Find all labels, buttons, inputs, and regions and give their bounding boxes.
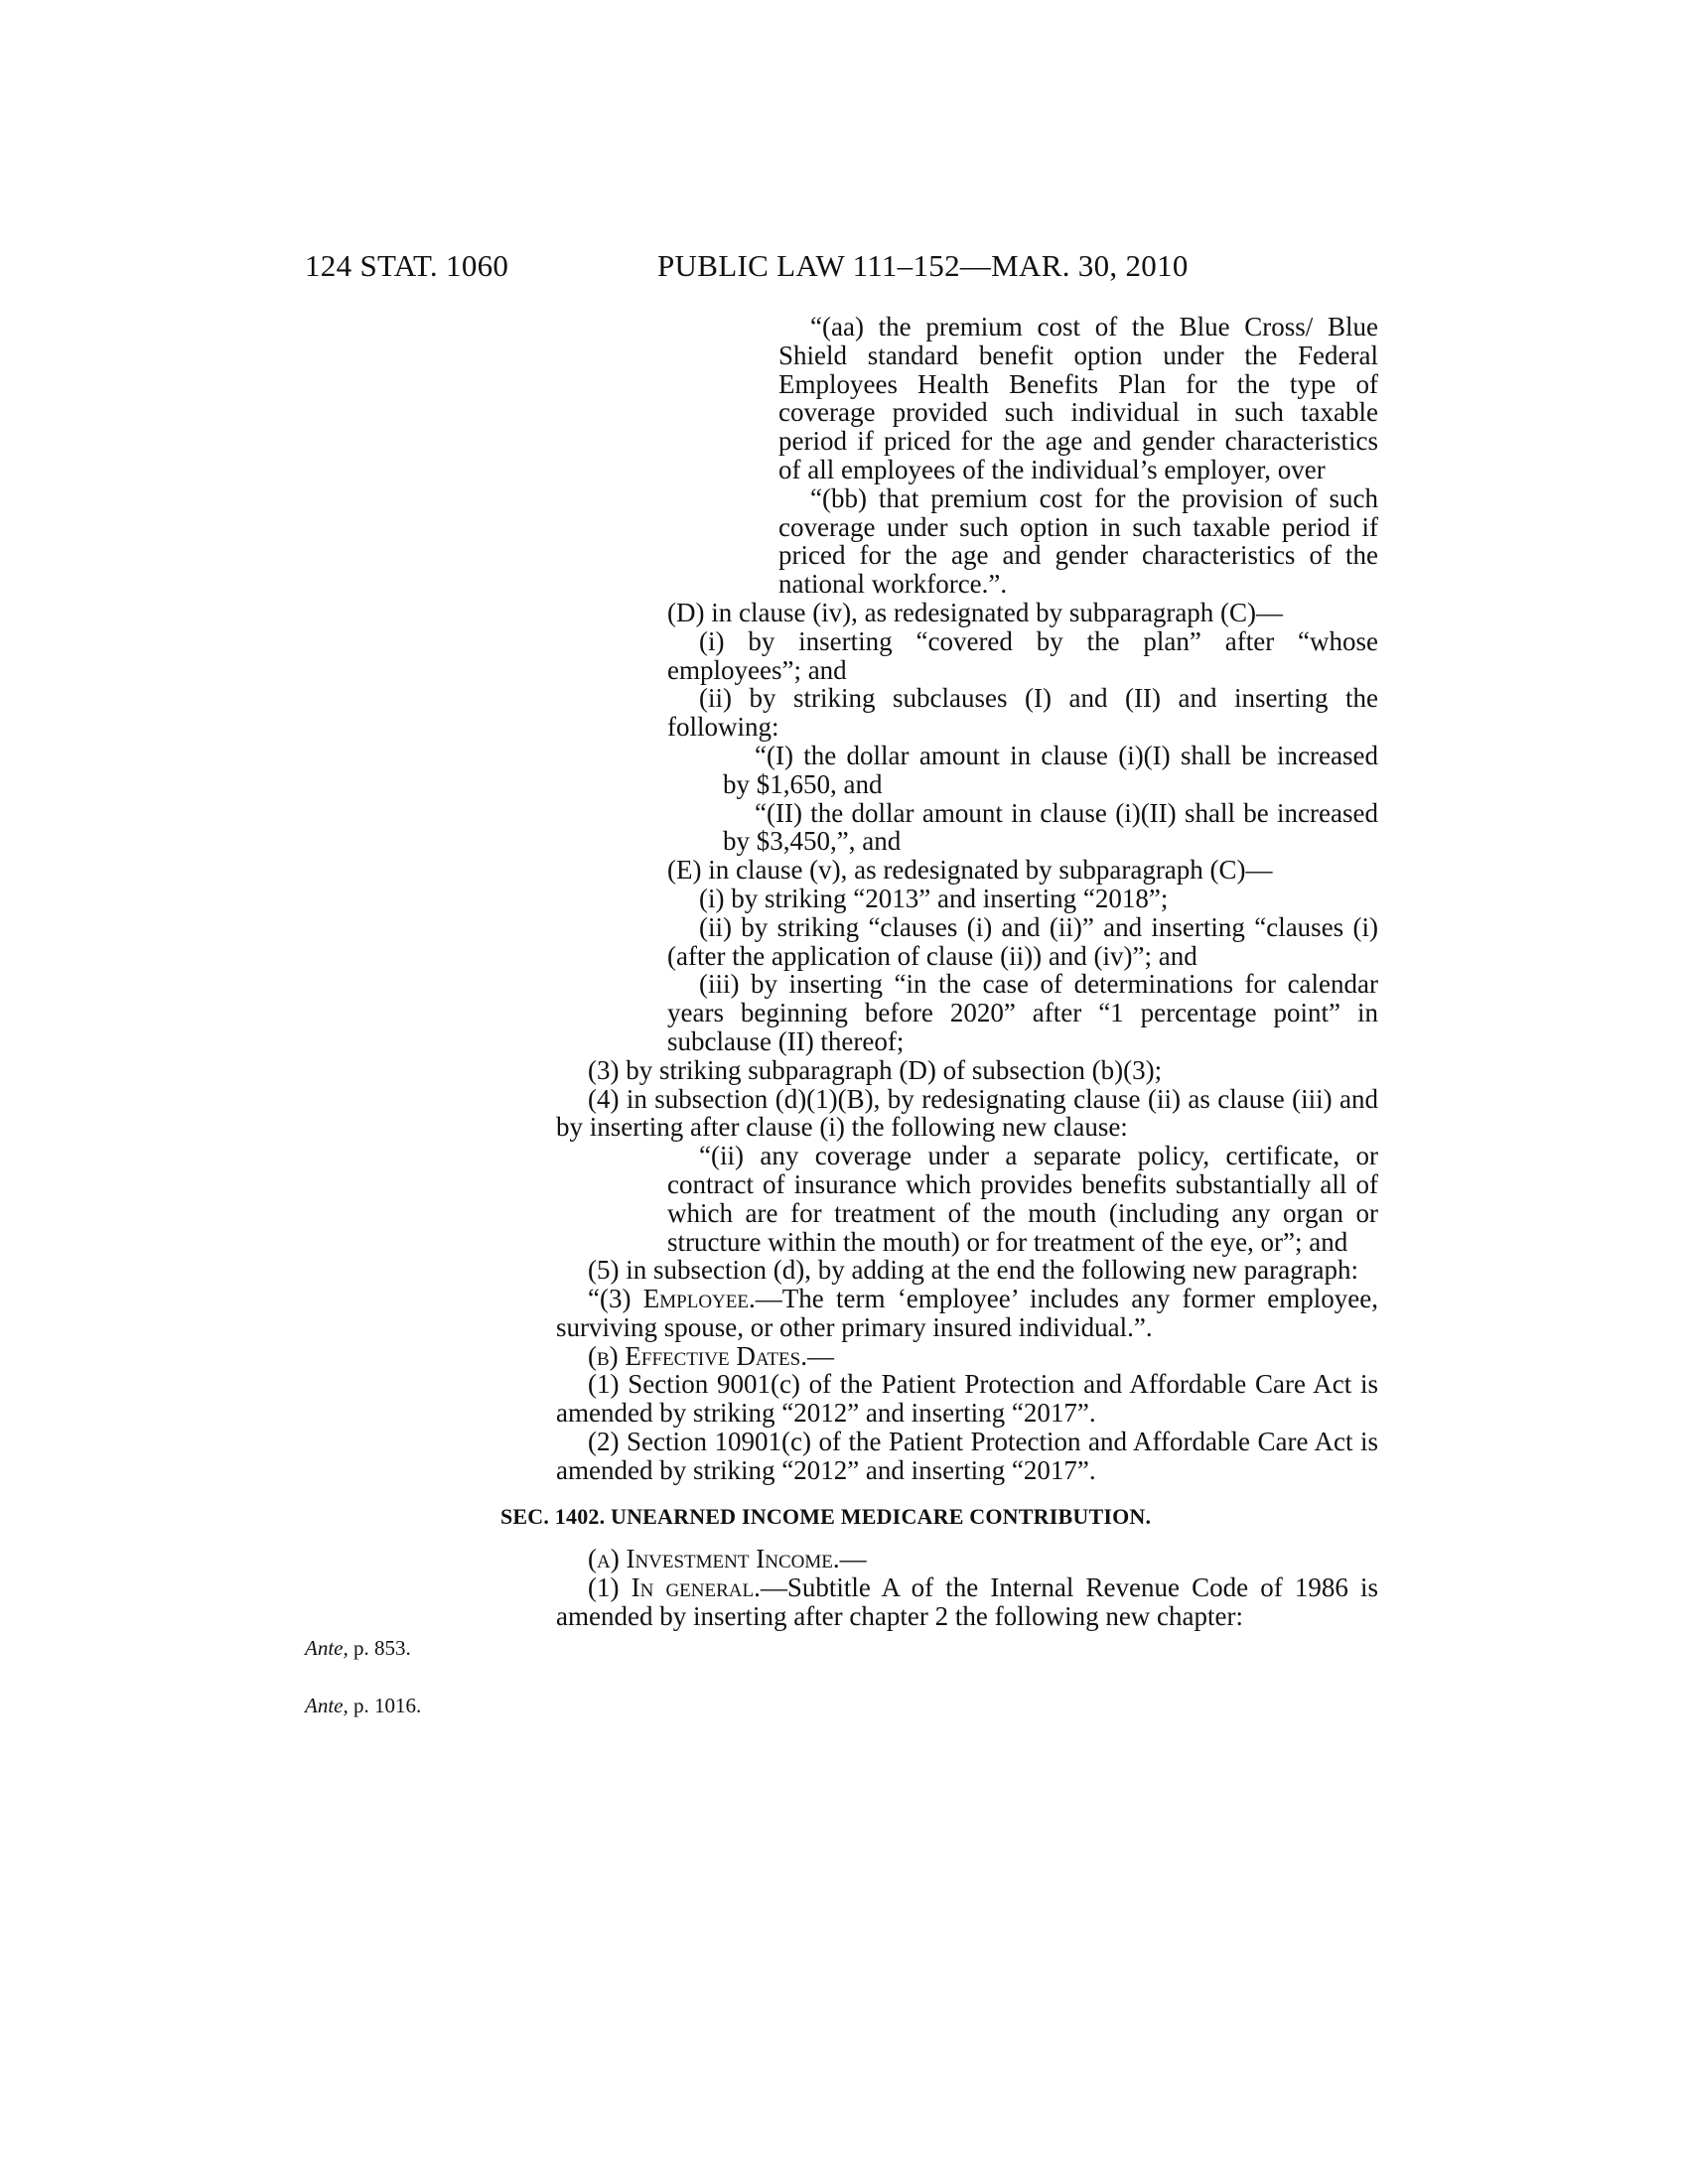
document-body — [500, 312, 1379, 1632]
clause-d-ii: (ii) by striking subclauses (I) and (II) and inserting the following: — [667, 683, 1378, 743]
in-general-text: —Subtitle A of the Internal Revenue Code of 1986 is amended by inserting after chapter 2 the following new chapter: — [556, 1572, 1378, 1632]
running-header-public-law: PUBLIC LAW 111–152—MAR. 30, 2010 — [657, 248, 1189, 283]
paragraph-5: (5) in subsection (d), by adding at the end the following new paragraph: — [588, 1255, 1359, 1286]
subparagraph-e: (E) in clause (v), as redesignated by subparagraph (C)— — [667, 855, 1273, 886]
subsection-a-heading — [556, 1545, 1378, 1573]
margin-note-page: p. 853. — [348, 1636, 411, 1660]
clause-e-i: (i) by striking “2013” and inserting “2018”; — [699, 883, 1169, 913]
paragraph-a-1 — [556, 1573, 1378, 1631]
margin-note-ante: Ante, — [305, 1636, 349, 1660]
in-general-heading: (1) In general. — [588, 1572, 761, 1603]
employee-heading: “(3) Employee. — [588, 1284, 756, 1314]
quoted-paragraph-3 — [556, 1285, 1378, 1342]
subclause-d-ii-i: “(I) the dollar amount in clause (i)(I) shall be increased by $1,650, and — [723, 740, 1378, 799]
paragraph-3: (3) by striking subparagraph (D) of subsection (b)(3); — [588, 1054, 1163, 1085]
clause-d-i: (i) by inserting “covered by the plan” after “whose employees”; and — [667, 625, 1378, 685]
effective-dates-heading: (b) Effective Dates. — [588, 1340, 807, 1371]
heading-dash: — — [806, 1340, 834, 1371]
paragraph-b-2: (2) Section 10901(c) of the Patient Protection and Affordable Care Act is amended by striking “2012” and inserting “2017”. — [556, 1427, 1378, 1485]
stat-page-number: 124 STAT. 1060 — [305, 248, 509, 283]
clause-e-ii: (ii) by striking “clauses (i) and (ii)” and inserting “clauses (i) (after the application of clause (ii)) and (iv)”; and — [667, 911, 1378, 971]
subsection-b-heading — [556, 1342, 1378, 1371]
subparagraph-d: (D) in clause (iv), as redesignated by subparagraph (C)— — [667, 597, 1284, 627]
subclause-bb: “(bb) that premium cost for the provision of such coverage under such option in such taxable period if priced for the age and gender characteristics of the national workforce.”. — [778, 482, 1378, 600]
paragraph-b-1: (1) Section 9001(c) of the Patient Protection and Affordable Care Act is amended by striking “2012” and inserting “2017”. — [556, 1369, 1378, 1429]
paragraph-4: (4) in subsection (d)(1)(B), by redesignating clause (ii) as clause (iii) and by inserting after clause (i) the following new clause: — [556, 1083, 1378, 1143]
employee-definition: —The term ‘employee’ includes any former employee, surviving spouse, or other primary insured individual.”. — [556, 1284, 1379, 1342]
subclause-d-ii-ii: “(II) the dollar amount in clause (i)(II) shall be increased by $3,450,”, and — [723, 797, 1378, 857]
section-1402-heading: SEC. 1402. UNEARNED INCOME MEDICARE CONTRIBUTION. — [500, 1503, 1152, 1529]
quoted-clause-ii: “(ii) any coverage under a separate policy, certificate, or contract of insurance which provides benefits substantially all of which are for treatment of the mouth (including any organ or structure within the mouth) or for treatment of the eye, or”; and — [667, 1141, 1378, 1257]
investment-income-heading: (a) Investment Income. — [588, 1544, 840, 1574]
margin-note-page: p. 1016. — [348, 1694, 422, 1717]
margin-note-ante: Ante, — [305, 1694, 349, 1717]
margin-note-2 — [305, 1694, 421, 1718]
clause-e-iii: (iii) by inserting “in the case of determinations for calendar years beginning before 2020” after “1 percentage point” in subclause (II) thereof; — [667, 969, 1378, 1056]
heading-dash: — — [839, 1544, 867, 1574]
margin-note-1 — [305, 1636, 411, 1661]
subclause-aa: “(aa) the premium cost of the Blue Cross/ Blue Shield standard benefit option under the Federal Employees Health Benefits Plan for the type of coverage provided such individual in such taxable period if priced for the age and gender characteristics of all employees of the individual’s employer, over — [778, 312, 1378, 484]
